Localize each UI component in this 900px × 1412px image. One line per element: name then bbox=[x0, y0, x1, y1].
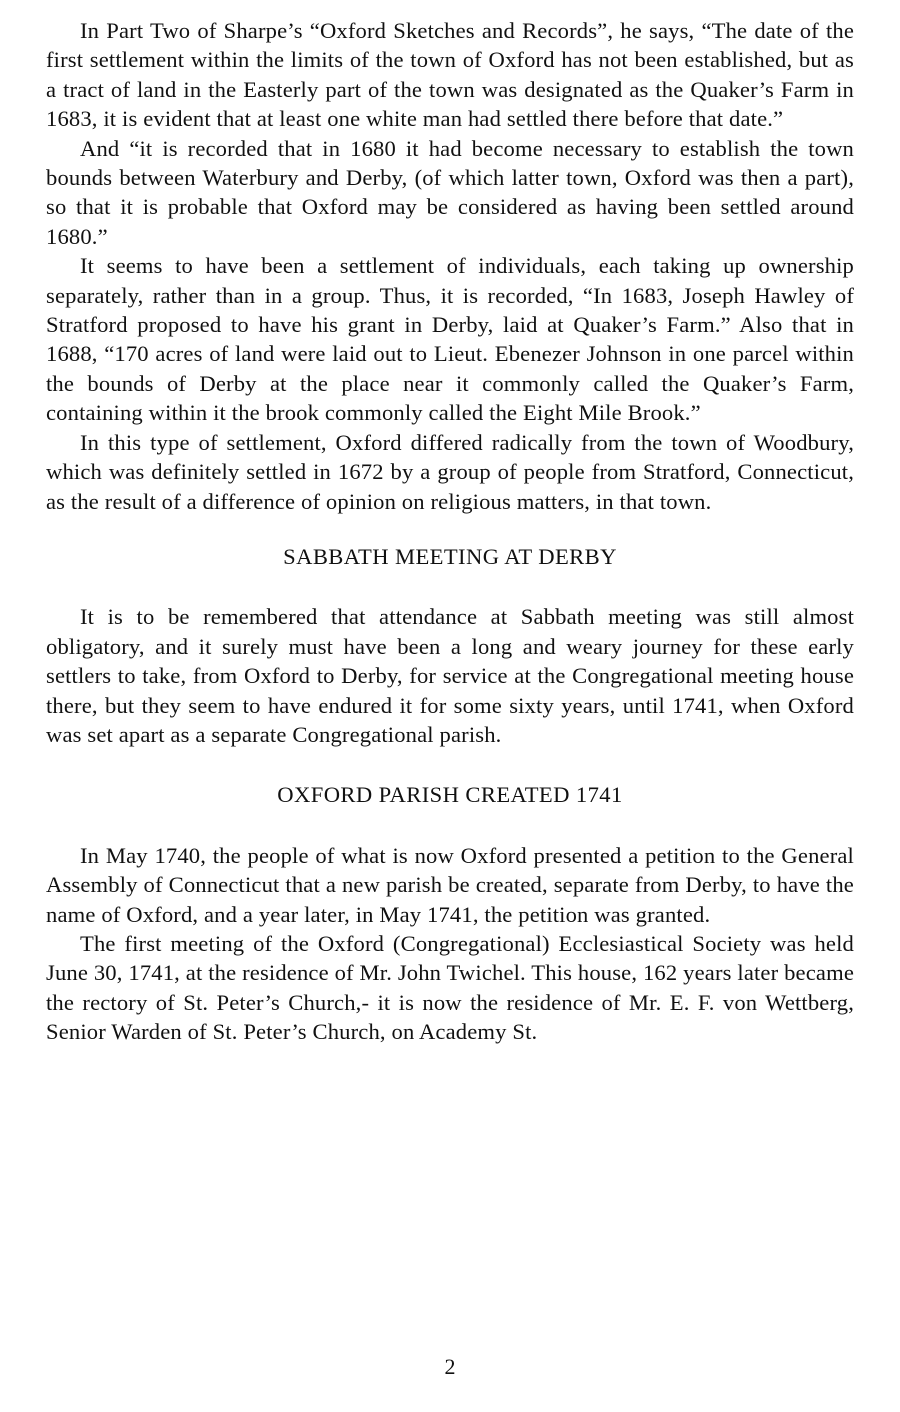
paragraph-sharpe-quote: In Part Two of Sharpe’s “Oxford Sketches and Records”, he says, “The date of the first settlement within the limits of the town of Oxford has not been established, but as a tract of land in the Easterly part of the town was designated as the Quaker’s Farm in 1683, it is evident that at least one white man had settled there before that date.” bbox=[46, 18, 854, 132]
document-page bbox=[46, 16, 854, 1047]
paragraph-sabbath-meeting: It is to be remembered that attendance at Sabbath meeting was still almost obligatory, and it surely must have been a long and weary journey for these early settlers to take, from Oxford to Derby, for service at the Congregational meeting house there, but they seem to have endured it for some sixty years, until 1741, when Oxford was set apart as a separate Congregational parish. bbox=[46, 604, 854, 747]
paragraph-town-bounds: And “it is recorded that in 1680 it had become necessary to establish the town bounds between Waterbury and Derby, (of which latter town, Oxford was then a part), so that it is probable that Oxford may be considered as having been settled around 1680.” bbox=[46, 135, 854, 249]
paragraph-petition: In May 1740, the people of what is now Oxford presented a petition to the General Assembly of Connecticut that a new parish be created, separate from Derby, to have the name of Oxford, and a year later, in May 1741, the petition was granted. bbox=[46, 842, 854, 927]
paragraph-first-meeting: The first meeting of the Oxford (Congregational) Ecclesiastical Society was held June 30, 1741, at the residence of Mr. John Twichel. This house, 162 years later became the rectory of St. Peter’s Church,- it is now the residence of Mr. E. F. von Wettberg, Senior Warden of St. Peter’s Church, on Academy St. bbox=[46, 930, 854, 1045]
paragraph-woodbury-comparison: In this type of settlement, Oxford differed radically from the town of Woodbury, which was definitely settled in 1672 by a group of people from Stratford, Connecticut, as the result of a difference of opinion on religious matters, in that town. bbox=[46, 429, 854, 514]
page-number: 2 bbox=[444, 1354, 456, 1379]
section-heading-sabbath-meeting: SABBATH MEETING AT DERBY bbox=[283, 543, 617, 569]
section-heading-oxford-parish: OXFORD PARISH CREATED 1741 bbox=[277, 782, 623, 808]
paragraph-individual-settlement: It seems to have been a settlement of individuals, each taking up ownership separately, rather than in a group. Thus, it is recorded, “In 1683, Joseph Hawley of Stratford proposed to have his grant in Derby, laid at Quaker’s Farm.” Also that in 1688, “170 acres of land were laid out to Lieut. Ebenezer Johnson in one parcel within the bounds of Derby at the place near it commonly called the Quaker’s Farm, containing within it the brook commonly called the Eight Mile Brook.” bbox=[46, 253, 854, 426]
